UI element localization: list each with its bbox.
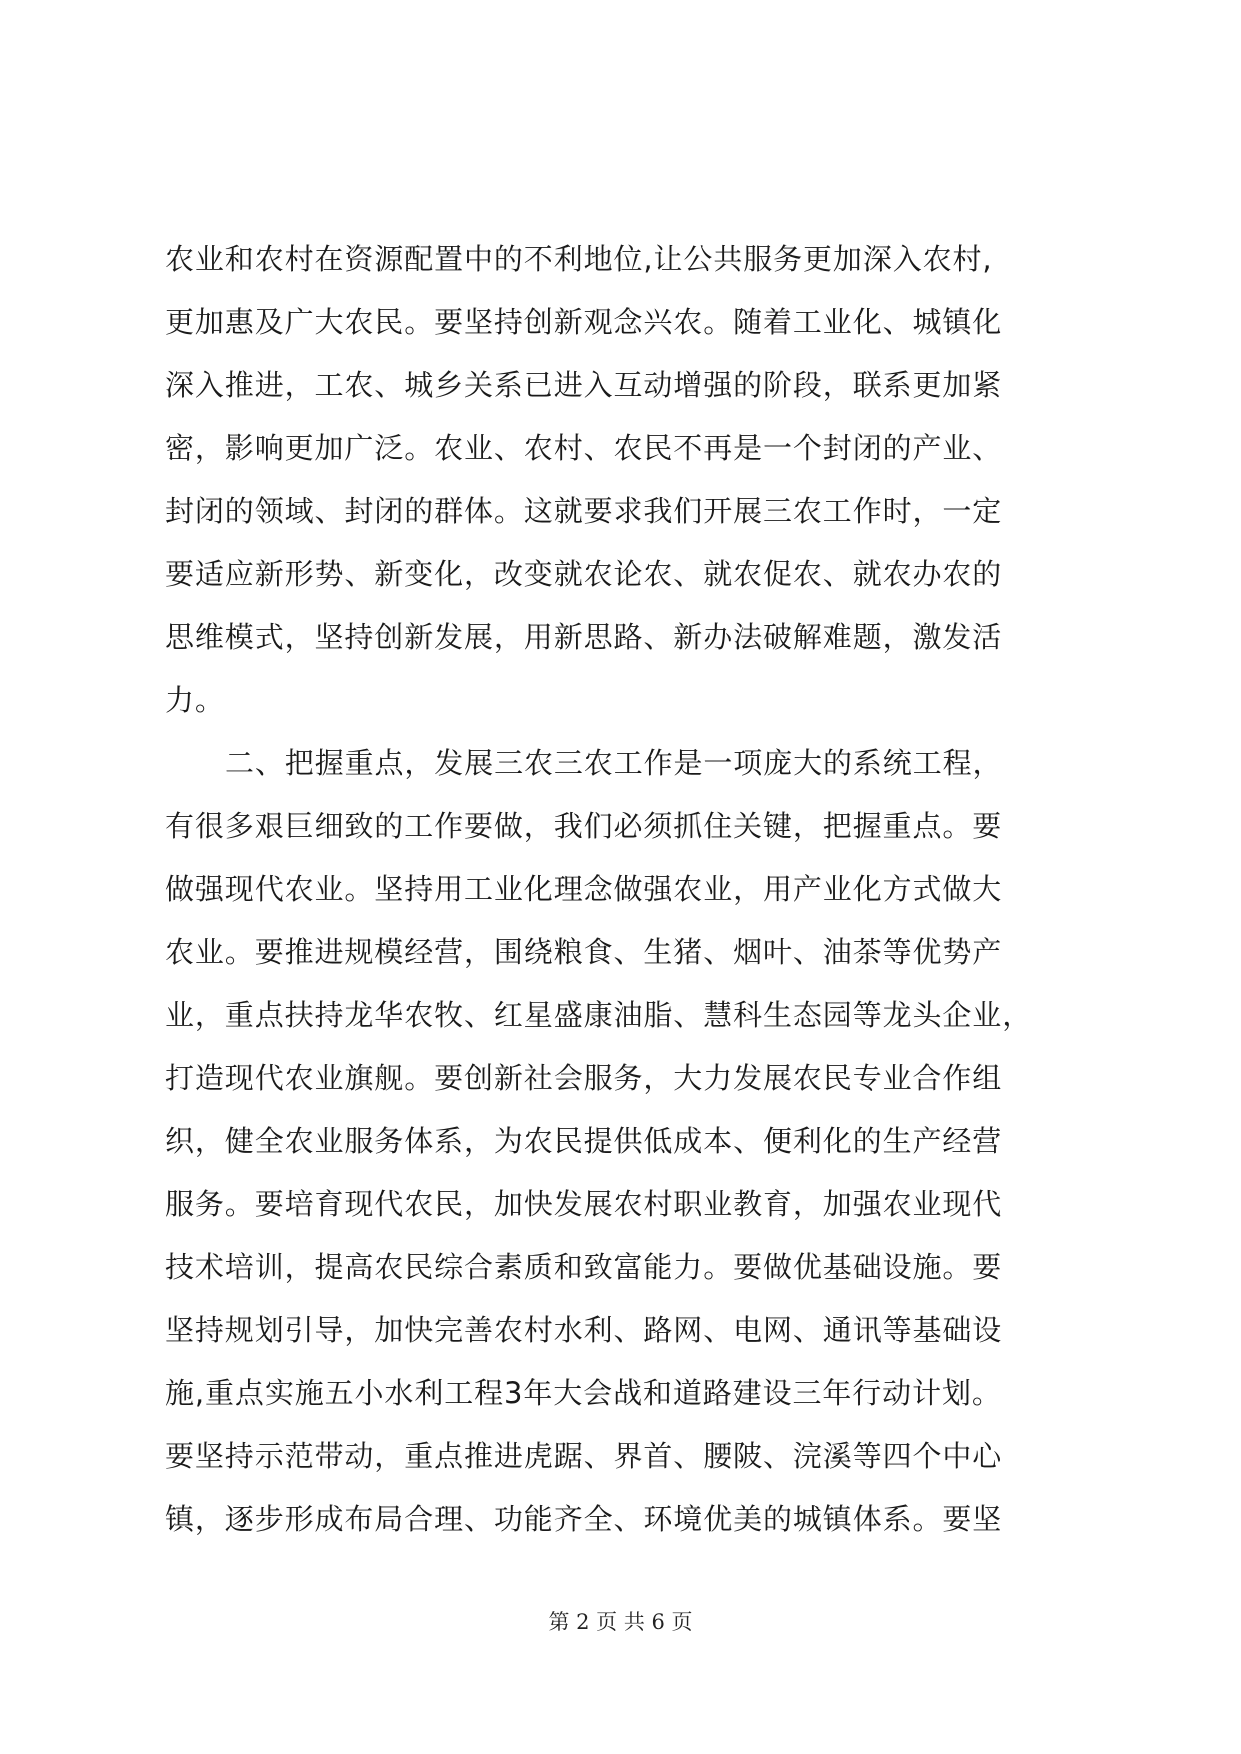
text-line: 思维模式，坚持创新发展，用新思路、新办法破解难题，激发活 (165, 620, 1003, 654)
text-line: 技术培训，提高农民综合素质和致富能力。要做优基础设施。要 (165, 1250, 1003, 1284)
text-line: 服务。要培育现代农民，加快发展农村职业教育，加强农业现代 (165, 1187, 1003, 1221)
text-line: 织，健全农业服务体系，为农民提供低成本、便利化的生产经营 (165, 1124, 1003, 1158)
page-number-footer: 第 2 页 共 6 页 (548, 1610, 693, 1634)
text-line: 要适应新形势、新变化，改变就农论农、就农促农、就农办农的 (165, 557, 1003, 591)
text-line: 农业和农村在资源配置中的不利地位,让公共服务更加深入农村, (165, 242, 993, 276)
text-line: 密，影响更加广泛。农业、农村、农民不再是一个封闭的产业、 (165, 431, 1003, 465)
paragraph-first-line: 二、把握重点，发展三农三农工作是一项庞大的系统工程， (225, 746, 1003, 780)
text-line: 农业。要推进规模经营，围绕粮食、生猪、烟叶、油茶等优势产 (165, 935, 1003, 969)
text-line: 封闭的领域、封闭的群体。这就要求我们开展三农工作时，一定 (165, 494, 1003, 528)
text-line: 深入推进，工农、城乡关系已进入互动增强的阶段，联系更加紧 (165, 368, 1003, 402)
text-line: 打造现代农业旗舰。要创新社会服务，大力发展农民专业合作组 (165, 1061, 1003, 1095)
document-body (165, 228, 1085, 1551)
text-line: 坚持规划引导，加快完善农村水利、路网、电网、通讯等基础设 (165, 1313, 1003, 1347)
text-line: 业，重点扶持龙华农牧、红星盛康油脂、慧科生态园等龙头企业， (165, 998, 1033, 1032)
text-line: 更加惠及广大农民。要坚持创新观念兴农。随着工业化、城镇化 (165, 305, 1003, 339)
text-line: 要坚持示范带动，重点推进虎踞、界首、腰陂、浣溪等四个中心 (165, 1439, 1003, 1473)
text-line: 做强现代农业。坚持用工业化理念做强农业，用产业化方式做大 (165, 872, 1003, 906)
text-line: 力。 (165, 683, 225, 717)
text-line: 施,重点实施五小水利工程3年大会战和道路建设三年行动计划。 (165, 1376, 1002, 1410)
text-line: 镇，逐步形成布局合理、功能齐全、环境优美的城镇体系。要坚 (165, 1502, 1003, 1536)
text-line: 有很多艰巨细致的工作要做，我们必须抓住关键，把握重点。要 (165, 809, 1003, 843)
